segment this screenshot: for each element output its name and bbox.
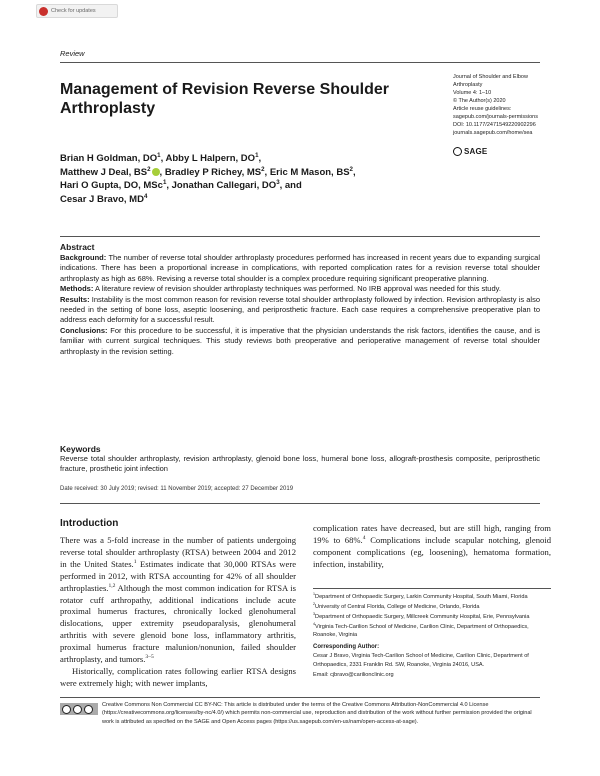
affiliation-number: 1 bbox=[313, 592, 316, 597]
check-for-updates-label: Check for updates bbox=[51, 8, 96, 14]
intro-text: Estimates indicate that 30,000 RTSAs were performed in 2012, with RTSA accounting for 42% of all shoulder arthroplasties. bbox=[60, 558, 297, 593]
affiliation-item bbox=[313, 613, 551, 621]
keywords-heading: Keywords bbox=[60, 444, 101, 454]
corresponding-author-heading: Corresponding Author: bbox=[313, 643, 380, 650]
abstract-divider bbox=[60, 236, 540, 237]
abstract-heading: Abstract bbox=[60, 242, 95, 252]
body-divider bbox=[60, 503, 540, 504]
intro-text: There was a 5-fold increase in the number of patients undergoing reverse total shoulder arthroplasty (RTSA) between 2004 and 2012 in the United States. bbox=[60, 535, 296, 569]
author-affil-sup: 2 bbox=[349, 165, 353, 173]
author-line-2 bbox=[60, 166, 440, 180]
journal-name-line2: Arthroplasty bbox=[453, 82, 483, 88]
abstract-conclusions-label: Conclusions: bbox=[60, 325, 108, 335]
reuse-guidelines-label: Article reuse guidelines: bbox=[453, 106, 512, 112]
abstract-results-label: Results: bbox=[60, 294, 90, 304]
header-divider bbox=[60, 62, 540, 63]
abstract-conclusions-text: For this procedure to be successful, it is imperative that the physician understands the risk factors, identifies the cause, and is familiar with current surgical techniques. This study reviews both preoperative and perioperative management of reverse total shoulder arthroplasty in the revision setting. bbox=[60, 325, 540, 356]
author-line-4 bbox=[60, 193, 440, 207]
citation-ref[interactable]: 1,2 bbox=[108, 582, 116, 589]
section-label: Review bbox=[60, 49, 85, 58]
affiliation-item bbox=[313, 603, 551, 611]
author-name: Matthew J Deal, BS bbox=[60, 166, 148, 178]
journal-name-line1: Journal of Shoulder and Elbow bbox=[453, 74, 528, 80]
creative-commons-badge[interactable] bbox=[60, 703, 98, 715]
cc-icon bbox=[62, 705, 71, 714]
crossmark-icon bbox=[39, 7, 48, 16]
author-affil-sup: 1 bbox=[162, 178, 167, 186]
author-affil-sup: 1 bbox=[255, 151, 259, 159]
citation-ref[interactable]: 3–5 bbox=[145, 654, 154, 661]
affiliation-number: 2 bbox=[313, 602, 316, 607]
affiliation-number: 4 bbox=[313, 621, 316, 626]
author-name: Brian H Goldman, DO bbox=[60, 153, 158, 164]
sage-icon bbox=[453, 147, 462, 156]
keywords-text: Reverse total shoulder arthroplasty, revision arthroplasty, glenoid bone loss, humeral bone loss, allograft-prosthesis composite, periprosthetic fracture, prosthetic joint infection bbox=[60, 454, 540, 474]
author-list bbox=[60, 152, 440, 206]
author-line-3 bbox=[60, 179, 440, 193]
affiliations bbox=[313, 588, 551, 681]
author-affil-sup: 2 bbox=[261, 165, 265, 173]
author-affil-sup: 1 bbox=[157, 151, 161, 159]
journal-home-link[interactable]: journals.sagepub.com/home/sea bbox=[453, 130, 533, 136]
affiliation-text: University of Central Florida, College of Medicine, Orlando, Florida bbox=[315, 603, 480, 610]
author-name: , Abby L Halpern, DO bbox=[160, 153, 256, 164]
abstract-conclusions bbox=[60, 326, 540, 357]
body-column-left bbox=[60, 535, 296, 690]
affiliation-number: 3 bbox=[313, 611, 316, 616]
article-title: Management of Revision Reverse Shoulder Arthroplasty bbox=[60, 81, 389, 117]
body-column-right bbox=[313, 523, 551, 571]
abstract-methods-label: Methods: bbox=[60, 284, 94, 294]
citation-ref[interactable]: 1 bbox=[133, 558, 137, 565]
intro-text: complication rates have decreased, but are still high, ranging from 19% to 68%. bbox=[313, 523, 551, 545]
corresponding-author-email[interactable]: Email: cjbravo@carilionclinic.org bbox=[313, 671, 394, 678]
nc-icon bbox=[84, 705, 93, 714]
abstract-background-label: Background: bbox=[60, 253, 107, 262]
affiliation-item bbox=[313, 593, 551, 601]
sage-logo bbox=[453, 147, 487, 156]
affiliation-text: Department of Orthopaedic Surgery, Larkin Community Hospital, South Miami, Florida bbox=[315, 594, 528, 600]
affiliation-text: Virginia Tech-Carilion School of Medicine, Carilion Clinic, Department of Orthopaedics, Roanoke, Virginia bbox=[313, 623, 529, 639]
author-affil-sup: 3 bbox=[276, 178, 280, 186]
intro-text: Although the most common indication for RTSA is rotator cuff arthropathy, additional indications include acute proximal humerus fractures, chronically locked glenohumeral dislocations, upper extremity pseudoparalysis, glenohumeral arthritis with severe glenoid bone loss, inflammatory arthritis, proximal humerus fracture malunion/nonunion, failed shoulder arthroplasty, and tumors. bbox=[60, 582, 296, 665]
citation-ref[interactable]: 4 bbox=[362, 535, 366, 542]
author-name: Hari O Gupta, DO, MSc bbox=[60, 180, 163, 191]
author-separator: , bbox=[352, 166, 356, 178]
license-footer bbox=[60, 697, 540, 726]
author-name: , Bradley P Richey, MS bbox=[159, 166, 262, 178]
author-name: , Jonathan Callegari, DO bbox=[166, 180, 277, 191]
author-name: Cesar J Bravo, MD bbox=[60, 193, 144, 205]
abstract-background bbox=[60, 253, 540, 284]
introduction-heading: Introduction bbox=[60, 518, 119, 529]
intro-text: Complications include scapular notching, glenoid component complications (eg, loosening), hematoma formation, infection, instability, bbox=[313, 534, 551, 569]
author-separator: , and bbox=[279, 180, 302, 191]
corresponding-author-address: Cesar J Bravo, Virginia Tech-Carilion School of Medicine, Carilion Clinic, Department of Orthopaedics, 2331 Franklin Rd. SW, Roanoke, Virginia 24016, USA. bbox=[313, 653, 529, 668]
abstract-results bbox=[60, 295, 540, 326]
doi[interactable]: DOI: 10.1177/2471549220902296 bbox=[453, 122, 536, 128]
check-for-updates-badge[interactable] bbox=[36, 4, 118, 18]
sage-logo-text: SAGE bbox=[464, 147, 488, 156]
author-affil-sup: 4 bbox=[143, 192, 148, 200]
journal-copyright: © The Author(s) 2020 bbox=[453, 98, 506, 104]
permissions-link[interactable]: sagepub.com/journals-permissions bbox=[453, 114, 538, 120]
affiliation-item bbox=[313, 623, 551, 640]
author-name: , Eric M Mason, BS bbox=[264, 166, 350, 178]
intro-paragraph-1 bbox=[60, 535, 296, 666]
license-text: Creative Commons Non Commercial CC BY-NC: This article is distributed under the terms of the Creative Commons Attribution-NonCommercial 4.0 License (https://creativecommons.org/licenses/by-nc/4.0/) which permits non-commercial use, reproduction and distribution of the work without further permission provided the original work is attributed as specified on the SAGE and Open Access pages (https://us.sagepub.com/en-us/nam/open-access-at-sage). bbox=[102, 702, 532, 725]
affiliation-text: Department of Orthopaedic Surgery, Millcreek Community Hospital, Erie, Pennsylvania bbox=[315, 613, 530, 620]
journal-info bbox=[453, 73, 573, 137]
abstract-body bbox=[60, 253, 540, 357]
by-icon bbox=[73, 705, 82, 714]
author-line-1 bbox=[60, 152, 440, 166]
author-separator: , bbox=[258, 153, 262, 164]
article-dates: Date received: 30 July 2019; revised: 11 November 2019; accepted: 27 December 2019 bbox=[60, 486, 294, 492]
abstract-methods-text: A literature review of revision shoulder arthroplasty techniques was performed. No IRB approval was needed for this study. bbox=[95, 284, 501, 294]
journal-volume: Volume 4: 1–10 bbox=[453, 90, 492, 96]
intro-paragraph-2: Historically, complication rates following earlier RTSA designs were extremely high; with newer implants, bbox=[60, 665, 296, 688]
abstract-results-text: Instability is the most common reason for revision reverse total shoulder arthroplasty followed by infection. Revision arthroplasty is also needed in the setting of bone loss, aseptic loosening, and periprosthetic fracture. Each case requires a comprehensive preoperative plan to address each deformity for a successful result. bbox=[60, 294, 540, 325]
orcid-icon[interactable] bbox=[152, 168, 160, 176]
author-affil-sup: 2 bbox=[147, 165, 151, 173]
abstract-background-text: The number of reverse total shoulder arthroplasty procedures performed has increased in recent years due to expanding surgical indications. There has been a proportional increase in complications, with reported complication rates for a revision reverse total shoulder arthroplasty as high as 68%. Revising a reverse total shoulder is a complex procedure requiring significant preoperative planning. bbox=[60, 253, 541, 283]
abstract-methods bbox=[60, 284, 540, 294]
